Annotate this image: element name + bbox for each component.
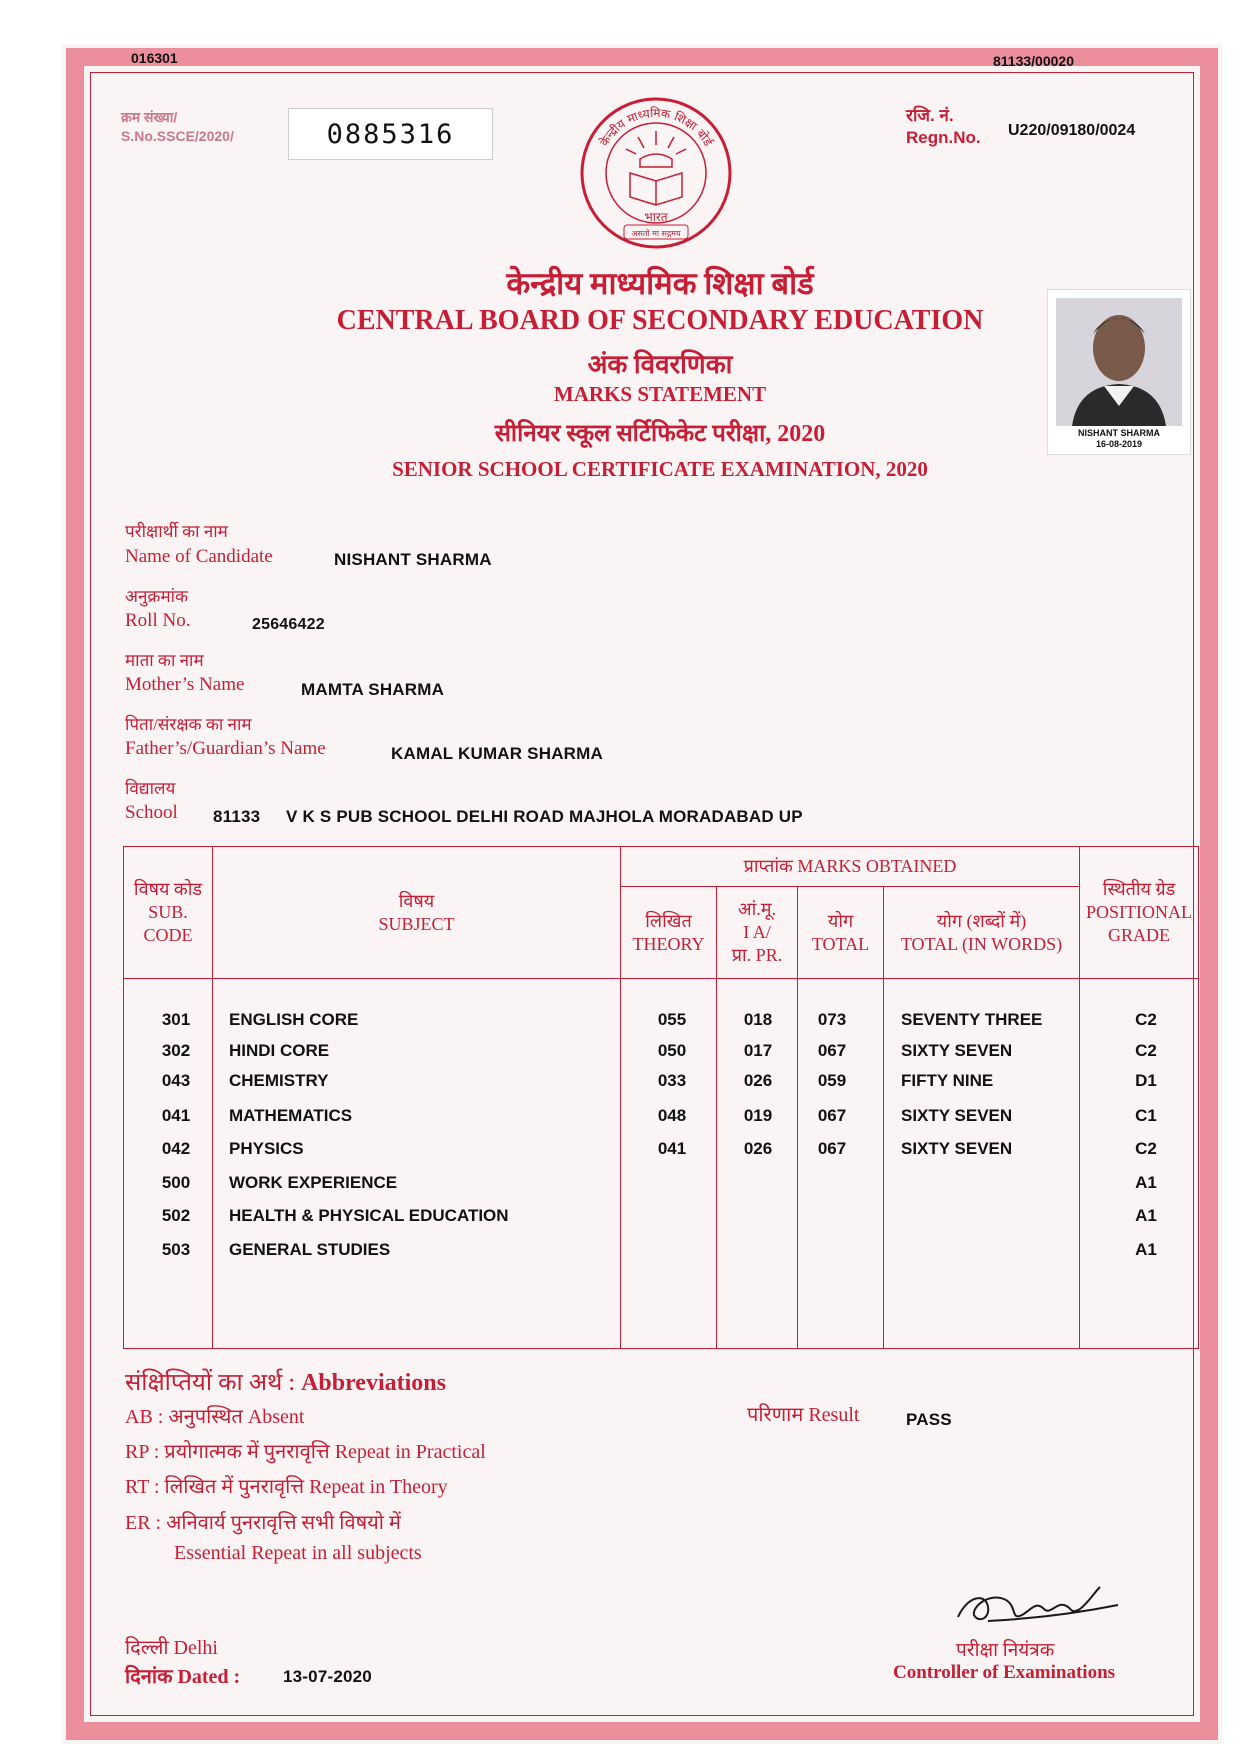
header-total-hindi: योग	[827, 910, 854, 931]
subject-words: SIXTY SEVEN	[901, 1041, 1013, 1060]
abbr-absent: AB : अनुपस्थित Absent	[125, 1406, 305, 1428]
subject-name: ENGLISH CORE	[229, 1010, 359, 1029]
subject-name: HINDI CORE	[229, 1041, 330, 1060]
subject-words: FIFTY NINE	[901, 1071, 994, 1090]
header-ia-english: I A/	[743, 922, 771, 942]
exam-title-hindi: सीनियर स्कूल सर्टिफिकेट परीक्षा, 2020	[494, 421, 826, 447]
subject-ia: 026	[743, 1139, 773, 1158]
header-words-hindi: योग (शब्दों में)	[936, 910, 1027, 931]
header-total	[798, 887, 884, 979]
body-cell-total	[798, 979, 884, 1349]
statement-title-hindi: अंक विवरणिका	[587, 350, 733, 379]
body-cell-theory	[621, 979, 717, 1349]
header-subject-code-line1: SUB.	[148, 902, 188, 922]
header-subject-english: SUBJECT	[378, 913, 455, 934]
header-subject-code	[124, 847, 213, 979]
school-code: 81133	[213, 807, 261, 826]
subject-theory: 050	[657, 1041, 687, 1060]
emblem-top-text: केन्द्रीय माध्यमिक शिक्षा बोर्ड	[596, 105, 716, 149]
body-cell-code	[124, 979, 213, 1349]
subject-code: 042	[161, 1139, 191, 1158]
serial-number-label	[121, 108, 234, 146]
subject-code: 502	[161, 1206, 191, 1225]
subject-code: 041	[161, 1106, 191, 1125]
registration-label-english: Regn.No.	[906, 128, 981, 147]
header-subject	[213, 847, 621, 979]
subject-total: 067	[817, 1139, 847, 1158]
subject-grade: A1	[1135, 1173, 1157, 1192]
father-name-label: Father’s/Guardian’s Name	[125, 738, 326, 759]
header-subject-hindi: विषय	[398, 890, 435, 911]
candidate-name-label-hindi: परीक्षार्थी का नाम	[125, 522, 228, 541]
subject-total: 067	[817, 1106, 847, 1125]
top-left-number: 016301	[131, 50, 178, 66]
abbreviations-heading-english: Abbreviations	[301, 1370, 446, 1396]
header-subject-code-line2: CODE	[143, 925, 193, 945]
header-theory-english: THEORY	[632, 933, 705, 954]
roll-number-label-hindi: अनुक्रमांक	[125, 587, 189, 606]
candidate-name: NISHANT SHARMA	[334, 550, 492, 569]
subject-name: CHEMISTRY	[229, 1071, 329, 1090]
photo-caption-date: 16-08-2019	[1095, 439, 1143, 449]
subject-code: 503	[161, 1240, 191, 1259]
statement-title-english: MARKS STATEMENT	[553, 382, 767, 406]
registration-label-hindi: रजि. नं.	[906, 106, 954, 125]
registration-number: U220/09180/0024	[1008, 122, 1136, 139]
abbr-repeat-theory: RT : लिखित में पुनरावृत्ति Repeat in Theory	[125, 1476, 448, 1498]
subject-name: GENERAL STUDIES	[229, 1240, 391, 1259]
subject-ia: 026	[743, 1071, 773, 1090]
header-subject-code-hindi: विषय कोड	[133, 879, 203, 899]
subject-theory: 055	[657, 1010, 687, 1029]
header-total-english: TOTAL	[811, 933, 870, 954]
subject-theory: 041	[657, 1139, 687, 1158]
school-label-hindi: विद्यालय	[125, 779, 176, 798]
abbr-essential-repeat: ER : अनिवार्य पुनरावृत्ति सभी विषयो में	[125, 1512, 401, 1534]
header-ia-hindi: आं.मू.	[737, 899, 777, 919]
header-theory-hindi: लिखित	[645, 910, 692, 931]
subject-theory: 048	[657, 1106, 687, 1125]
board-title-english: CENTRAL BOARD OF SECONDARY EDUCATION	[336, 305, 984, 336]
header-theory	[621, 887, 717, 979]
marks-table	[123, 846, 1199, 1349]
subject-total: 067	[817, 1041, 847, 1060]
emblem-bottom-text: भारत	[644, 210, 668, 224]
header-internal-assessment	[717, 887, 798, 979]
cbse-emblem-icon	[576, 93, 736, 253]
subject-code: 301	[161, 1010, 191, 1029]
header-words-english: TOTAL (IN WORDS)	[900, 933, 1063, 954]
controller-signature	[948, 1575, 1128, 1635]
photo-caption-name: NISHANT SHARMA	[1078, 428, 1160, 438]
roll-number-label: Roll No.	[125, 610, 191, 631]
subject-code: 043	[161, 1071, 191, 1090]
controller-title-english: Controller of Examinations	[893, 1662, 1116, 1683]
subject-name: WORK EXPERIENCE	[229, 1173, 398, 1192]
header-grade-line1: POSITIONAL	[1086, 902, 1193, 922]
subject-ia: 019	[743, 1106, 773, 1125]
candidate-photo	[1047, 289, 1191, 455]
subject-grade: A1	[1135, 1240, 1157, 1259]
person-photo-icon	[1048, 290, 1190, 428]
issue-date: 13-07-2020	[283, 1667, 372, 1686]
abbreviations-heading	[125, 1365, 446, 1398]
subject-name: MATHEMATICS	[229, 1106, 353, 1125]
subject-grade: D1	[1135, 1071, 1157, 1090]
exam-title-english: SENIOR SCHOOL CERTIFICATE EXAMINATION, 2020	[392, 457, 928, 481]
result-label: परिणाम Result	[747, 1404, 860, 1426]
top-right-number: 81133/00020	[993, 53, 1074, 69]
body-cell-grade	[1080, 979, 1199, 1349]
subject-total: 059	[817, 1071, 847, 1090]
subject-code: 302	[161, 1041, 191, 1060]
subject-grade: C2	[1135, 1010, 1157, 1029]
board-title-hindi: केन्द्रीय माध्यमिक शिक्षा बोर्ड	[506, 266, 814, 301]
school-name: V K S PUB SCHOOL DELHI ROAD MAJHOLA MORADABAD UP	[286, 807, 803, 826]
roll-number: 25646422	[252, 616, 325, 633]
father-name: KAMAL KUMAR SHARMA	[391, 744, 603, 763]
serial-number-label-hindi: क्रम संख्या/	[121, 109, 178, 125]
subject-grade: C1	[1135, 1106, 1157, 1125]
header-ia-practical: प्रा. PR.	[731, 945, 783, 965]
subject-theory: 033	[657, 1071, 687, 1090]
subject-total: 073	[817, 1010, 847, 1029]
subject-grade: C2	[1135, 1139, 1157, 1158]
candidate-name-label: Name of Candidate	[125, 546, 273, 567]
mother-name-label: Mother’s Name	[125, 674, 245, 695]
abbreviations-heading-hindi: संक्षिप्तियों का अर्थ :	[125, 1370, 296, 1396]
subject-code: 500	[161, 1173, 191, 1192]
header-total-in-words	[884, 887, 1080, 979]
body-cell-ia	[717, 979, 798, 1349]
controller-title-hindi: परीक्षा नियंत्रक	[956, 1640, 1055, 1661]
subject-grade: A1	[1135, 1206, 1157, 1225]
body-cell-subject	[213, 979, 621, 1349]
abbr-essential-repeat-english: Essential Repeat in all subjects	[174, 1542, 422, 1564]
mother-name-label-hindi: माता का नाम	[125, 651, 204, 670]
school-label: School	[125, 802, 178, 823]
serial-number-label-english: S.No.SSCE/2020/	[121, 128, 234, 144]
result-value: PASS	[906, 1410, 952, 1429]
abbr-repeat-practical: RP : प्रयोगात्मक में पुनरावृत्ति Repeat in Practical	[125, 1441, 486, 1463]
header-marks-obtained: प्राप्तांक MARKS OBTAINED	[621, 847, 1080, 887]
body-cell-words	[884, 979, 1080, 1349]
subject-grade: C2	[1135, 1041, 1157, 1060]
emblem-motto: असतो मा सद्गमय	[631, 229, 681, 238]
subject-words: SEVENTY THREE	[901, 1010, 1043, 1029]
father-name-label-hindi: पिता/संरक्षक का नाम	[125, 715, 252, 734]
mother-name: MAMTA SHARMA	[301, 680, 445, 699]
header-grade-line2: GRADE	[1108, 925, 1171, 945]
header-positional-grade	[1080, 847, 1199, 979]
registration-label	[906, 105, 981, 149]
date-label: दिनांक Dated :	[125, 1666, 241, 1688]
subject-words: SIXTY SEVEN	[901, 1106, 1013, 1125]
subject-words: SIXTY SEVEN	[901, 1139, 1013, 1158]
header-grade-hindi: स्थितीय ग्रेड	[1102, 879, 1176, 899]
place-label: दिल्ली Delhi	[125, 1637, 218, 1659]
serial-number-box: 0885316	[288, 108, 493, 160]
subject-ia: 018	[743, 1010, 773, 1029]
subject-name: PHYSICS	[229, 1139, 304, 1158]
subject-ia: 017	[743, 1041, 773, 1060]
subject-name: HEALTH & PHYSICAL EDUCATION	[229, 1206, 509, 1225]
